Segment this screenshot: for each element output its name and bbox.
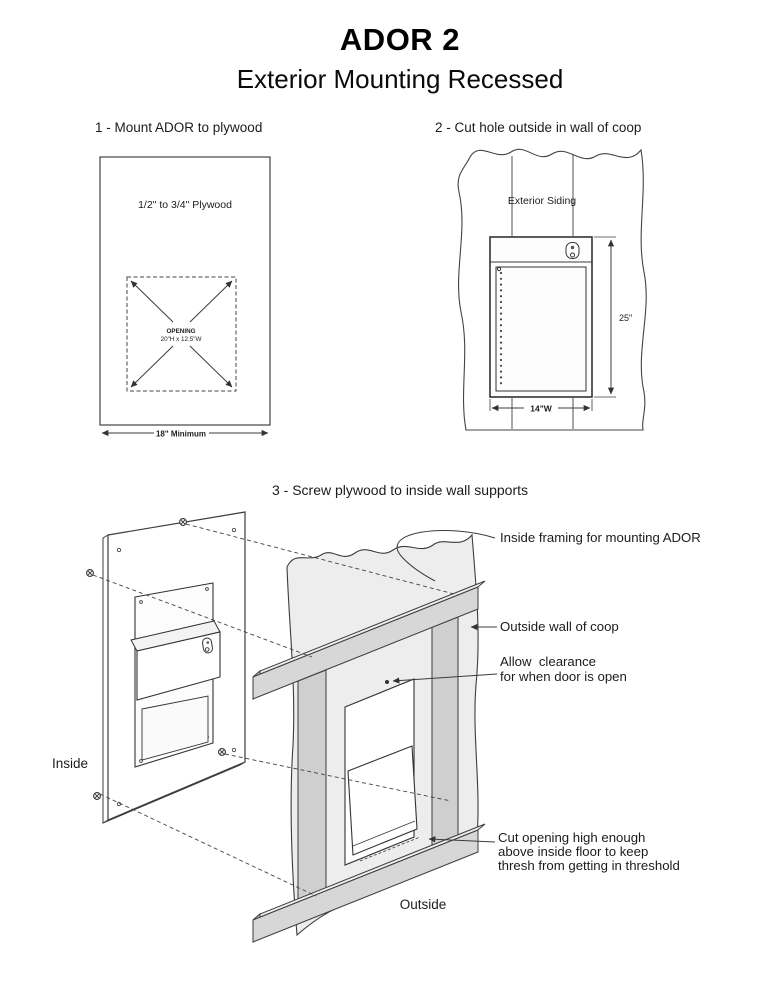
plywood-outline bbox=[100, 157, 270, 425]
width-dim-label: 18" Minimum bbox=[155, 429, 207, 439]
label-cut-line2: above inside floor to keep bbox=[498, 844, 649, 859]
step1-diagram bbox=[80, 112, 310, 452]
label-cut-line3: thresh from getting in threshold bbox=[498, 858, 680, 873]
screw-icon bbox=[87, 570, 94, 577]
step3-heading: 3 - Screw plywood to inside wall supports bbox=[271, 482, 528, 498]
label-inside-framing: Inside framing for mounting ADOR bbox=[500, 530, 701, 545]
opening-label-line2: 20"H x 12.5"W bbox=[160, 336, 202, 343]
led-icon bbox=[207, 641, 210, 644]
screw-icon bbox=[219, 749, 226, 756]
stud-left bbox=[298, 670, 326, 902]
step1-heading: 1 - Mount ADOR to plywood bbox=[95, 120, 263, 135]
step2-heading: 2 - Cut hole outside in wall of coop bbox=[435, 120, 642, 135]
clearance-point-icon bbox=[385, 680, 389, 684]
label-clearance-line2: for when door is open bbox=[500, 669, 627, 684]
plywood-panel bbox=[103, 512, 245, 823]
height-dim-label: 25" bbox=[619, 313, 633, 323]
screw-icon bbox=[180, 519, 187, 526]
label-outside: Outside bbox=[399, 897, 447, 912]
label-clearance-line1: Allow clearance bbox=[500, 654, 597, 669]
screw-icon bbox=[94, 793, 101, 800]
button-icon bbox=[571, 253, 575, 257]
step3-diagram bbox=[40, 505, 740, 970]
ador-unit bbox=[490, 237, 592, 397]
label-cut-line1: Cut opening high enough bbox=[498, 830, 646, 845]
dimension-18-minimum bbox=[102, 430, 268, 439]
width-dim-label: 14"W bbox=[530, 403, 552, 414]
step2-diagram bbox=[430, 112, 690, 452]
stud-right bbox=[432, 617, 458, 848]
ador-device bbox=[131, 583, 220, 767]
opening-label-line1: OPENING bbox=[166, 328, 196, 335]
plywood-label: 1/2" to 3/4" Plywood bbox=[138, 199, 232, 211]
button-icon bbox=[205, 648, 209, 652]
exterior-siding-label: Exterior Siding bbox=[507, 195, 577, 207]
page-title: ADOR 2 bbox=[339, 22, 461, 57]
label-inside: Inside bbox=[52, 756, 89, 771]
page-subtitle: Exterior Mounting Recessed bbox=[236, 64, 564, 94]
led-icon bbox=[571, 246, 574, 249]
label-outside-wall: Outside wall of coop bbox=[500, 619, 619, 634]
